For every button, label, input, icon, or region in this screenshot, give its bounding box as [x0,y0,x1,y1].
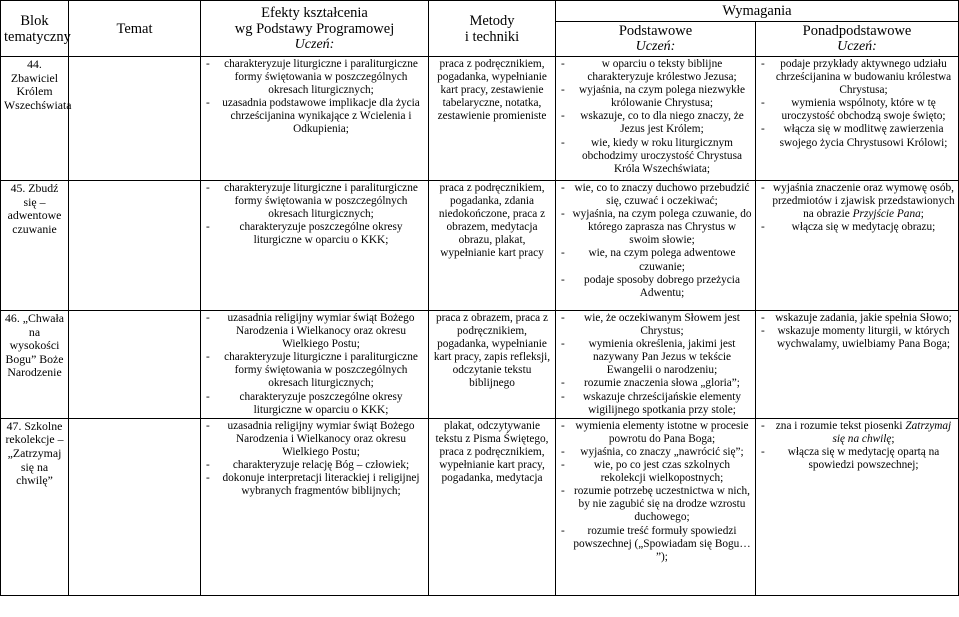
temat-cell [69,311,201,419]
header-metody-line1: Metody [469,12,515,29]
metody-cell: praca z podręcznikiem, pogadanka, zdania niedokończone, praca z obrazem, medytacja obrazu, plakat, wypełnianie kart pracy [429,181,556,311]
list-item: - wie, po co jest czas szkolnych rekolekcji wielkopostnych; [559,459,752,485]
list-item: - wskazuje zadania, jakie spełnia Słowo; [759,312,955,325]
list-item: - dokonuje interpretacji literackiej i religijnej wybranych fragmentów biblijnych; [204,472,425,498]
list-item: - wie, na czym polega adwentowe czuwanie; [559,247,752,273]
ponadpodstawowe-cell [756,311,959,419]
header-efekty-line1: Efekty kształcenia [261,4,368,21]
song-title: Zatrzymaj się na chwilę [832,419,952,445]
list-item: - wyjaśnia, na czym polega niezwykłe królowanie Chrystusa; [559,84,752,110]
header-metody [429,1,556,57]
list-item: - podaje sposoby dobrego przeżycia Adwentu; [559,274,752,300]
list-item: - charakteryzuje poszczególne okresy liturgiczne w oparciu o KKK; [204,391,425,417]
list-item: - wymienia wspólnoty, które w tę uroczystość obchodzą swoje święto; [759,97,955,123]
list-item: - wyjaśnia, na czym polega czuwanie, do którego zaprasza nas Chrystus w swoim słowie; [559,208,752,247]
header-efekty-uczen: Uczeń: [294,36,335,52]
blok-cell: 45. Zbudź się – adwentowe czuwanie [1,181,69,311]
list-item: - charakteryzuje liturgiczne i paraliturgiczne formy świętowania w poszczególnych okresach liturgicznych; [204,58,425,97]
header-ponadpodstawowe [756,22,959,57]
table-row [1,418,959,595]
list-item: - włącza się w medytację obrazu; [759,221,955,234]
list-item: - charakteryzuje liturgiczne i paraliturgiczne formy świętowania w poszczególnych okresach liturgicznych; [204,351,425,390]
list-item: - rozumie potrzebę uczestnictwa w nich, by nie zagubić się na drodze wzrostu duchowego; [559,485,752,524]
list-item: - włącza się w medytację opartą na spowiedzi powszechnej; [759,446,955,472]
header-temat: Temat [69,1,201,57]
list-item: - charakteryzuje liturgiczne i paraliturgiczne formy świętowania w poszczególnych okresach liturgicznych; [204,182,425,221]
list-item: - wymienia określenia, jakimi jest nazywany Pan Jezus w tekście Ewangelii o narodzeniu; [559,338,752,377]
header-podstawowe-label: Podstawowe [618,23,693,39]
header-ponad-uczen: Uczeń: [837,39,877,54]
list-item-text: wyjaśnia znaczenie oraz wymowę osób, przedmiotów i zjawisk przedstawionych na obrazie [772,182,955,221]
podstawowe-cell [556,418,756,595]
header-wymagania: Wymagania [556,1,959,22]
list-item: - uzasadnia religijny wymiar świąt Bożego Narodzenia i Wielkanocy oraz okresu Wielkiego Postu; [204,420,425,459]
list-item: - rozumie treść formuły spowiedzi powszechnej („Spowiadam się Bogu… ”); [559,525,752,564]
list-item: - uzasadnia religijny wymiar świąt Bożego Narodzenia i Wielkanocy oraz okresu Wielkiego Postu; [204,312,425,351]
header-efekty-line2: wg Podstawy Programowej [234,20,395,37]
list-item: - charakteryzuje relację Bóg – człowiek; [204,459,425,472]
blok-cell: 46. „Chwała na wysokości Bogu” Boże Narodzenie [1,311,69,419]
efekty-cell [201,311,429,419]
temat-cell [69,181,201,311]
artwork-title: Przyjście Pana [852,208,921,221]
list-item: - wie, kiedy w roku liturgicznym obchodzimy uroczystość Chrystusa Króla Wszechświata; [559,137,752,176]
metody-cell: praca z podręcznikiem, pogadanka, wypełnianie kart pracy, zestawienie tabelaryczne, notatka, zestawienie promieniste [429,57,556,181]
list-item: - charakteryzuje poszczególne okresy liturgiczne w oparciu o KKK; [204,221,425,247]
efekty-cell [201,57,429,181]
list-item: - włącza się w modlitwę zawierzenia swojego życia Chrystusowi Królowi; [759,123,955,149]
header-metody-line2: i techniki [464,28,520,45]
list-item: - wie, co to znaczy duchowo przebudzić się, czuwać i oczekiwać; [559,182,752,208]
header-ponad-label: Ponadpodstawowe [802,23,912,39]
podstawowe-cell [556,181,756,311]
list-item: - wskazuje momenty liturgii, w których wychwalamy, uwielbiamy Pana Boga; [759,325,955,351]
list-item [759,182,955,221]
efekty-cell [201,418,429,595]
temat-cell [69,418,201,595]
header-podstawowe [556,22,756,57]
list-item: - wymienia elementy istotne w procesie powrotu do Pana Boga; [559,420,752,446]
table-row [1,181,959,311]
blok-cell: 47. Szkolne rekolekcje – „Zatrzymaj się na chwilę” [1,418,69,595]
list-item: - wskazuje, co to dla niego znaczy, że Jezus jest Królem; [559,110,752,136]
list-item-end: ; [891,432,895,445]
table-row [1,57,959,181]
podstawowe-cell [556,57,756,181]
list-item: - uzasadnia podstawowe implikacje dla życia chrześcijanina wynikające z Wcielenia i Odkupienia; [204,97,425,136]
list-item [759,420,955,446]
list-item: - podaje przykłady aktywnego udziału chrześcijanina w budowaniu królestwa Chrystusa; [759,58,955,97]
metody-cell: plakat, odczytywanie tekstu z Pisma Świętego, praca z podręcznikiem, wypełnianie kart pracy, pogadanka, medytacja [429,418,556,595]
list-item-end: ; [920,208,924,221]
table-row [1,311,959,419]
list-item: - w oparciu o teksty biblijne charakteryzuje królestwo Jezusa; [559,58,752,84]
ponadpodstawowe-cell [756,181,959,311]
header-row [1,1,959,22]
list-item: - wyjaśnia, co znaczy „nawrócić się”; [559,446,752,459]
ponadpodstawowe-cell [756,418,959,595]
list-item: - wie, że oczekiwanym Słowem jest Chrystus; [559,312,752,338]
metody-cell: praca z obrazem, praca z podręcznikiem, pogadanka, wypełnianie kart pracy, zapis refleksji, odczytanie tekstu biblijnego [429,311,556,419]
header-podstawowe-uczen: Uczeń: [635,39,676,54]
header-efekty [201,1,429,57]
efekty-cell [201,181,429,311]
list-item: - rozumie znaczenia słowa „gloria”; [559,377,752,390]
podstawowe-cell [556,311,756,419]
ponadpodstawowe-cell [756,57,959,181]
header-blok: Blok tematyczny [1,1,69,57]
list-item-text: zna i rozumie tekst piosenki [775,419,903,432]
temat-cell [69,57,201,181]
list-item: - wskazuje chrześcijańskie elementy wigilijnego spotkania przy stole; [559,391,752,417]
blok-cell: 44. Zbawiciel Królem Wszechświata [1,57,69,181]
